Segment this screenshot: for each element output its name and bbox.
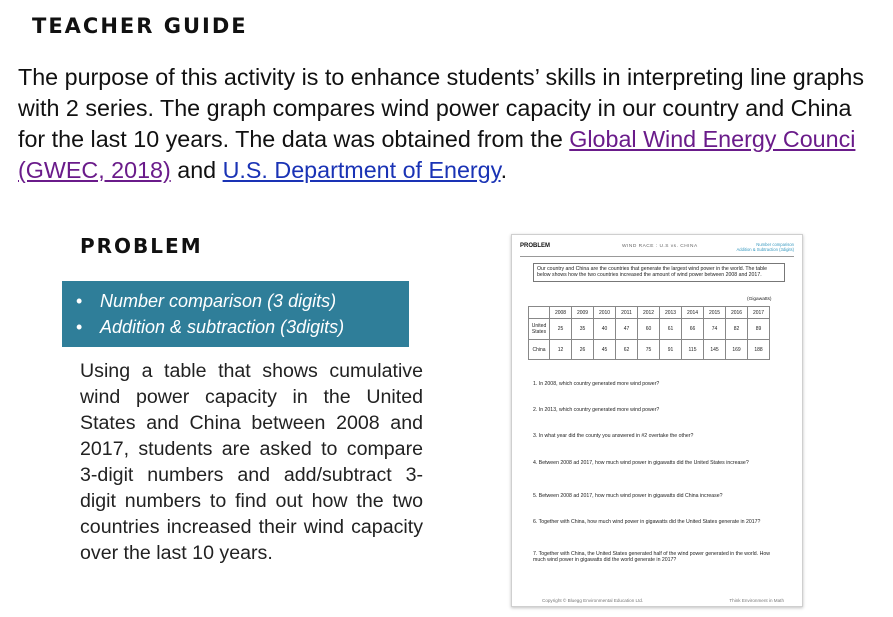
table-cell: 2011 [616,307,638,319]
table-cell: 2010 [594,307,616,319]
table-cell: 188 [748,340,770,360]
doe-link[interactable]: U.S. Department of Energy [222,157,501,183]
intro-text: The purpose of this activity is to enhance students’ skills in interpreting line graphs with 2 series. The graph compares wind power capacity in our country and China for the last 10 years. The data was obtained from the [18,64,865,152]
worksheet-question: 2. In 2013, which country generated more wind power? [533,407,660,413]
worksheet-question: 5. Between 2008 ad 2017, how much wind power in gigawatts did China increase? [533,493,723,499]
worksheet-question: 4. Between 2008 ad 2017, how much wind power in gigawatts did the United States increase? [533,460,749,466]
table-cell: 12 [550,340,572,360]
worksheet-question: 3. In what year did the county you answered in #2 overtake the other? [533,433,694,439]
skill-item: • Addition & subtraction (3digits) [100,314,409,340]
table-cell: 2013 [660,307,682,319]
worksheet-question: 1. In 2008, which country generated more wind power? [533,381,660,387]
intro-text-middle: and [170,157,223,183]
intro-text-end: . [500,157,508,183]
table-cell: 61 [660,319,682,340]
problem-heading: PROBLEM [80,234,203,258]
worksheet-subtitle: WIND RACE : U.S vs. CHINA [622,244,698,249]
table-cell: 62 [616,340,638,360]
skills-box [62,281,409,347]
table-cell: 82 [726,319,748,340]
table-cell: 66 [682,319,704,340]
worksheet-tag-line: Number comparison [756,242,794,247]
worksheet-thumbnail [511,234,803,607]
worksheet-tag-line: Addition & Subtraction (3digits) [736,247,794,252]
table-cell: 2008 [550,307,572,319]
intro-paragraph [18,62,880,186]
worksheet-title: PROBLEM [520,243,550,249]
table-cell: 89 [748,319,770,340]
worksheet-unit: (Gigawatts) [747,297,772,302]
worksheet-header [520,242,794,257]
problem-description: Using a table that shows cumulative wind power capacity in the United States and China between 2008 and 2017, students are asked to compare 3-digit numbers and add/subtract 3-digit numbers to find out how the two countries increased their wind capacity over the last 10 years. [80,360,423,564]
table-cell: 74 [704,319,726,340]
wind-power-table [528,306,770,360]
table-cell: 60 [638,319,660,340]
table-cell: 2017 [748,307,770,319]
table-row [529,307,770,319]
worksheet-question: 6. Together with China, how much wind power in gigawatts did the United States generate in 2017? [533,519,761,525]
table-cell: 169 [726,340,748,360]
table-cell: 47 [616,319,638,340]
table-row [529,340,770,360]
table-row [529,319,770,340]
table-cell: 35 [572,319,594,340]
table-cell: 26 [572,340,594,360]
table-cell: 25 [550,319,572,340]
table-cell: 115 [682,340,704,360]
table-cell: 91 [660,340,682,360]
table-cell: 45 [594,340,616,360]
page-title: TEACHER GUIDE [32,14,248,38]
worksheet-question: 7. Together with China, the United States generated half of the wind power generated in the world. How much wind power in gigawatts did the world generate in 2017? [533,551,770,564]
table-cell: 2009 [572,307,594,319]
table-row-label: China [529,340,550,360]
worksheet-footer-right: Think Environment in Math [729,598,784,603]
worksheet-footer-left: Copyright © Bluegg Environmental Education Ltd. [542,598,644,603]
worksheet-tag [737,242,795,252]
table-cell: 2016 [726,307,748,319]
table-cell: 2015 [704,307,726,319]
table-cell: 40 [594,319,616,340]
table-cell [529,307,550,319]
skill-item: • Number comparison (3 digits) [100,288,409,314]
table-cell: 2014 [682,307,704,319]
gwec-link[interactable]: Global Wind Energy Counci (GWEC, 2018) [18,126,856,183]
table-cell: 2012 [638,307,660,319]
table-cell: 145 [704,340,726,360]
table-row-label: United States [529,319,550,340]
worksheet-intro: Our country and China are the countries that generate the largest wind power in the world. The table below shows how the two countries increased the amount of wind power between 2008 and 2017. [533,263,785,282]
table-cell: 75 [638,340,660,360]
